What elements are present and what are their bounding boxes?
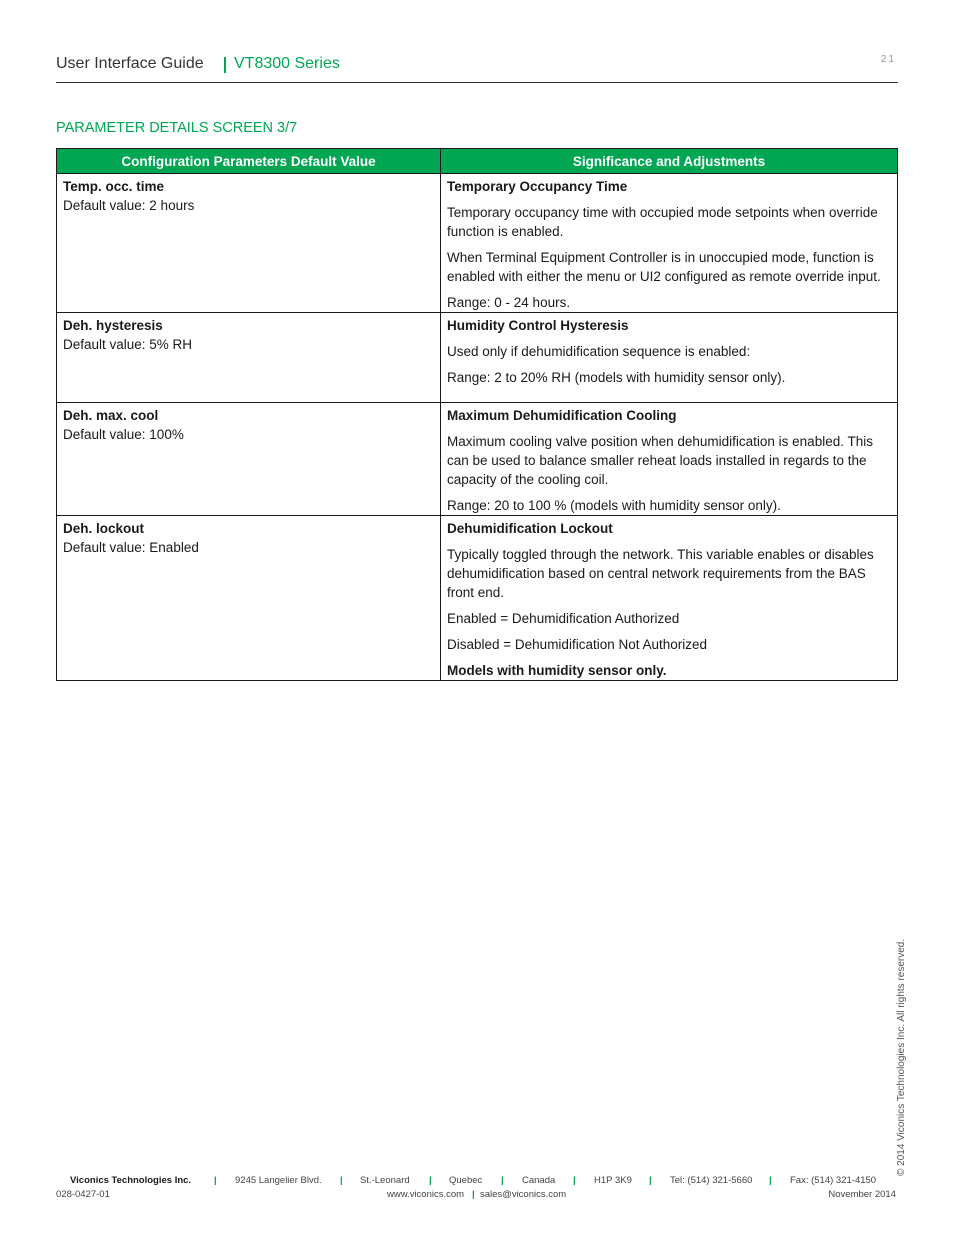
publication-date: November 2014 [828, 1189, 896, 1200]
footer-address: 9245 Langelier Blvd. [235, 1175, 322, 1186]
parameter-table [56, 148, 898, 681]
footer-separator: | [214, 1175, 217, 1186]
significance-title: Maximum Dehumidification Cooling [447, 408, 677, 423]
footer-city: St.-Leonard [360, 1175, 410, 1186]
significance-cell [441, 516, 898, 681]
parameter-default: Default value: Enabled [63, 540, 199, 555]
column-header-parameters: Configuration Parameters Default Value [57, 149, 441, 174]
significance-text: When Terminal Equipment Controller is in unoccupied mode, function is enabled with either the menu or UI2 configured as remote override input. [447, 250, 881, 284]
footer-separator: | [429, 1175, 432, 1186]
significance-text: Enabled = Dehumidification Authorized [447, 611, 680, 626]
significance-text: Disabled = Dehumidification Not Authorized [447, 637, 708, 652]
parameter-name: Deh. hysteresis [63, 318, 163, 333]
page-header [56, 55, 898, 83]
significance-title: Dehumidification Lockout [447, 521, 613, 536]
email-link[interactable]: sales@viconics.com [480, 1189, 567, 1200]
footer-postal: H1P 3K9 [594, 1175, 632, 1186]
parameter-cell [57, 403, 441, 516]
column-header-significance: Significance and Adjustments [441, 149, 898, 174]
footer-fax: Fax: (514) 321-4150 [790, 1175, 877, 1186]
parameter-name: Temp. occ. time [63, 179, 165, 194]
parameter-name: Deh. lockout [63, 521, 145, 536]
footer-separator: | [472, 1189, 475, 1200]
significance-title: Humidity Control Hysteresis [447, 318, 629, 333]
parameter-cell [57, 313, 441, 403]
parameter-default: Default value: 5% RH [63, 337, 193, 352]
significance-text: Temporary occupancy time with occupied mode setpoints when override function is enabled. [447, 205, 878, 239]
parameter-name: Deh. max. cool [63, 408, 159, 423]
significance-cell [441, 174, 898, 313]
parameter-cell [57, 516, 441, 681]
significance-cell [441, 313, 898, 403]
table-row [57, 403, 898, 516]
page-number: 21 [880, 54, 896, 65]
footer-province: Quebec [449, 1175, 483, 1186]
table-row [57, 516, 898, 681]
footer-separator: | [501, 1175, 504, 1186]
significance-cell [441, 403, 898, 516]
header-separator [224, 57, 226, 73]
model-note: Models with humidity sensor only. [447, 663, 667, 678]
parameter-default: Default value: 100% [63, 427, 184, 442]
footer-address-row [56, 1175, 898, 1188]
header-rule [56, 82, 898, 83]
footer-separator: | [649, 1175, 652, 1186]
range-text: Range: 2 to 20% RH (models with humidity sensor only). [447, 370, 786, 385]
document-title: User Interface Guide [56, 55, 204, 72]
significance-title: Temporary Occupancy Time [447, 179, 628, 194]
table-header-row [57, 149, 898, 174]
company-name: Viconics Technologies Inc. [70, 1175, 192, 1186]
range-text: Range: 0 - 24 hours. [447, 295, 571, 310]
copyright-notice: © 2014 Viconics Technologies Inc. All rights reserved. [896, 938, 907, 1176]
significance-text: Typically toggled through the network. This variable enables or disables dehumidification based on central network requirements from the BAS front end. [447, 547, 874, 600]
footer-contact-row [56, 1189, 898, 1202]
footer-tel: Tel: (514) 321-5660 [670, 1175, 753, 1186]
table-row [57, 313, 898, 403]
series-name: VT8300 Series [234, 55, 340, 72]
significance-text: Used only if dehumidification sequence is enabled: [447, 344, 751, 359]
document-number: 028-0427-01 [56, 1189, 110, 1200]
footer-separator: | [573, 1175, 576, 1186]
website-link[interactable]: www.viconics.com [387, 1189, 465, 1200]
footer-country: Canada [522, 1175, 556, 1186]
table-row [57, 174, 898, 313]
section-title: PARAMETER DETAILS SCREEN 3/7 [56, 120, 298, 136]
range-text: Range: 20 to 100 % (models with humidity sensor only). [447, 498, 781, 513]
parameter-cell [57, 174, 441, 313]
footer-separator: | [340, 1175, 343, 1186]
significance-text: Maximum cooling valve position when dehumidification is enabled. This can be used to balance smaller reheat loads installed in regards to the capacity of the cooling coil. [447, 434, 873, 487]
parameter-default: Default value: 2 hours [63, 198, 195, 213]
footer-separator: | [769, 1175, 772, 1186]
